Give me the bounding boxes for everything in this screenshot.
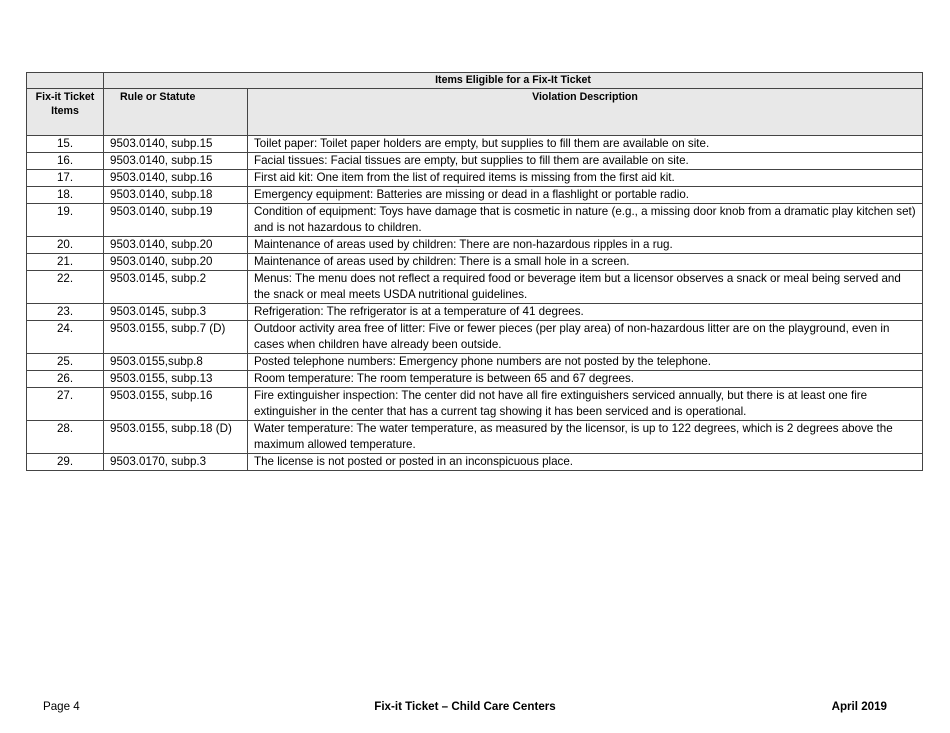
table-body bbox=[27, 136, 923, 471]
footer-page-number: Page 4 bbox=[43, 700, 80, 713]
row-rule-or-statute: 9503.0155, subp.18 (D) bbox=[104, 421, 248, 454]
row-rule-or-statute: 9503.0145, subp.2 bbox=[104, 271, 248, 304]
row-item-number: 20. bbox=[27, 237, 104, 254]
row-item-number: 23. bbox=[27, 304, 104, 321]
fixit-items-table bbox=[26, 72, 923, 471]
table-row bbox=[27, 454, 923, 471]
table-row bbox=[27, 421, 923, 454]
table-row bbox=[27, 136, 923, 153]
row-rule-or-statute: 9503.0140, subp.19 bbox=[104, 204, 248, 237]
table-row bbox=[27, 354, 923, 371]
row-violation-description: Maintenance of areas used by children: There are non-hazardous ripples in a rug. bbox=[248, 237, 923, 254]
table-header-row bbox=[27, 89, 923, 136]
caption-blank-cell bbox=[27, 73, 104, 89]
row-item-number: 15. bbox=[27, 136, 104, 153]
row-item-number: 24. bbox=[27, 321, 104, 354]
header-rule-or-statute: Rule or Statute bbox=[104, 89, 248, 136]
row-rule-or-statute: 9503.0155,subp.8 bbox=[104, 354, 248, 371]
row-item-number: 16. bbox=[27, 153, 104, 170]
row-rule-or-statute: 9503.0140, subp.16 bbox=[104, 170, 248, 187]
row-item-number: 21. bbox=[27, 254, 104, 271]
row-item-number: 22. bbox=[27, 271, 104, 304]
row-item-number: 18. bbox=[27, 187, 104, 204]
row-violation-description: First aid kit: One item from the list of required items is missing from the first aid kit. bbox=[248, 170, 923, 187]
table-row bbox=[27, 204, 923, 237]
row-violation-description: Posted telephone numbers: Emergency phone numbers are not posted by the telephone. bbox=[248, 354, 923, 371]
row-violation-description: Refrigeration: The refrigerator is at a temperature of 41 degrees. bbox=[248, 304, 923, 321]
table-row bbox=[27, 254, 923, 271]
row-rule-or-statute: 9503.0170, subp.3 bbox=[104, 454, 248, 471]
row-rule-or-statute: 9503.0155, subp.16 bbox=[104, 388, 248, 421]
row-rule-or-statute: 9503.0140, subp.15 bbox=[104, 136, 248, 153]
row-item-number: 29. bbox=[27, 454, 104, 471]
row-violation-description: Maintenance of areas used by children: There is a small hole in a screen. bbox=[248, 254, 923, 271]
row-violation-description: Toilet paper: Toilet paper holders are empty, but supplies to fill them are available on site. bbox=[248, 136, 923, 153]
row-violation-description: Fire extinguisher inspection: The center did not have all fire extinguishers serviced annually, but there is at least one fire extinguisher in the center that has a current tag showing it has been serviced and is operational. bbox=[248, 388, 923, 421]
table-row bbox=[27, 271, 923, 304]
table-row bbox=[27, 237, 923, 254]
row-rule-or-statute: 9503.0140, subp.18 bbox=[104, 187, 248, 204]
row-item-number: 19. bbox=[27, 204, 104, 237]
row-item-number: 27. bbox=[27, 388, 104, 421]
table-row bbox=[27, 371, 923, 388]
table-caption: Items Eligible for a Fix-It Ticket bbox=[104, 73, 923, 89]
row-rule-or-statute: 9503.0155, subp.13 bbox=[104, 371, 248, 388]
table-row bbox=[27, 170, 923, 187]
fixit-table-container bbox=[26, 72, 923, 471]
row-rule-or-statute: 9503.0145, subp.3 bbox=[104, 304, 248, 321]
row-violation-description: Menus: The menu does not reflect a required food or beverage item but a licensor observes a snack or meal being served and the snack or meal meets USDA nutritional guidelines. bbox=[248, 271, 923, 304]
row-violation-description: Facial tissues: Facial tissues are empty, but supplies to fill them are available on site. bbox=[248, 153, 923, 170]
row-rule-or-statute: 9503.0140, subp.20 bbox=[104, 254, 248, 271]
row-violation-description: Outdoor activity area free of litter: Five or fewer pieces (per play area) of non-hazardous litter are on the playground, even in cases when children have already been outside. bbox=[248, 321, 923, 354]
table-row bbox=[27, 187, 923, 204]
row-violation-description: Room temperature: The room temperature is between 65 and 67 degrees. bbox=[248, 371, 923, 388]
row-violation-description: The license is not posted or posted in an inconspicuous place. bbox=[248, 454, 923, 471]
row-item-number: 17. bbox=[27, 170, 104, 187]
table-row bbox=[27, 304, 923, 321]
row-violation-description: Water temperature: The water temperature, as measured by the licensor, is up to 122 degrees, which is 2 degrees above the maximum allowed temperature. bbox=[248, 421, 923, 454]
row-item-number: 25. bbox=[27, 354, 104, 371]
row-rule-or-statute: 9503.0140, subp.15 bbox=[104, 153, 248, 170]
footer-date: April 2019 bbox=[831, 700, 887, 713]
table-row bbox=[27, 321, 923, 354]
row-rule-or-statute: 9503.0155, subp.7 (D) bbox=[104, 321, 248, 354]
row-violation-description: Emergency equipment: Batteries are missing or dead in a flashlight or portable radio. bbox=[248, 187, 923, 204]
row-violation-description: Condition of equipment: Toys have damage that is cosmetic in nature (e.g., a missing door knob from a dramatic play kitchen set) and is not hazardous to children. bbox=[248, 204, 923, 237]
table-row bbox=[27, 388, 923, 421]
row-item-number: 28. bbox=[27, 421, 104, 454]
row-rule-or-statute: 9503.0140, subp.20 bbox=[104, 237, 248, 254]
table-row bbox=[27, 153, 923, 170]
header-violation-description: Violation Description bbox=[248, 89, 923, 136]
page-footer bbox=[43, 700, 887, 716]
table-caption-row bbox=[27, 73, 923, 89]
footer-document-title: Fix-it Ticket – Child Care Centers bbox=[374, 700, 556, 713]
header-fixit-items: Fix-it Ticket Items bbox=[27, 89, 104, 136]
row-item-number: 26. bbox=[27, 371, 104, 388]
